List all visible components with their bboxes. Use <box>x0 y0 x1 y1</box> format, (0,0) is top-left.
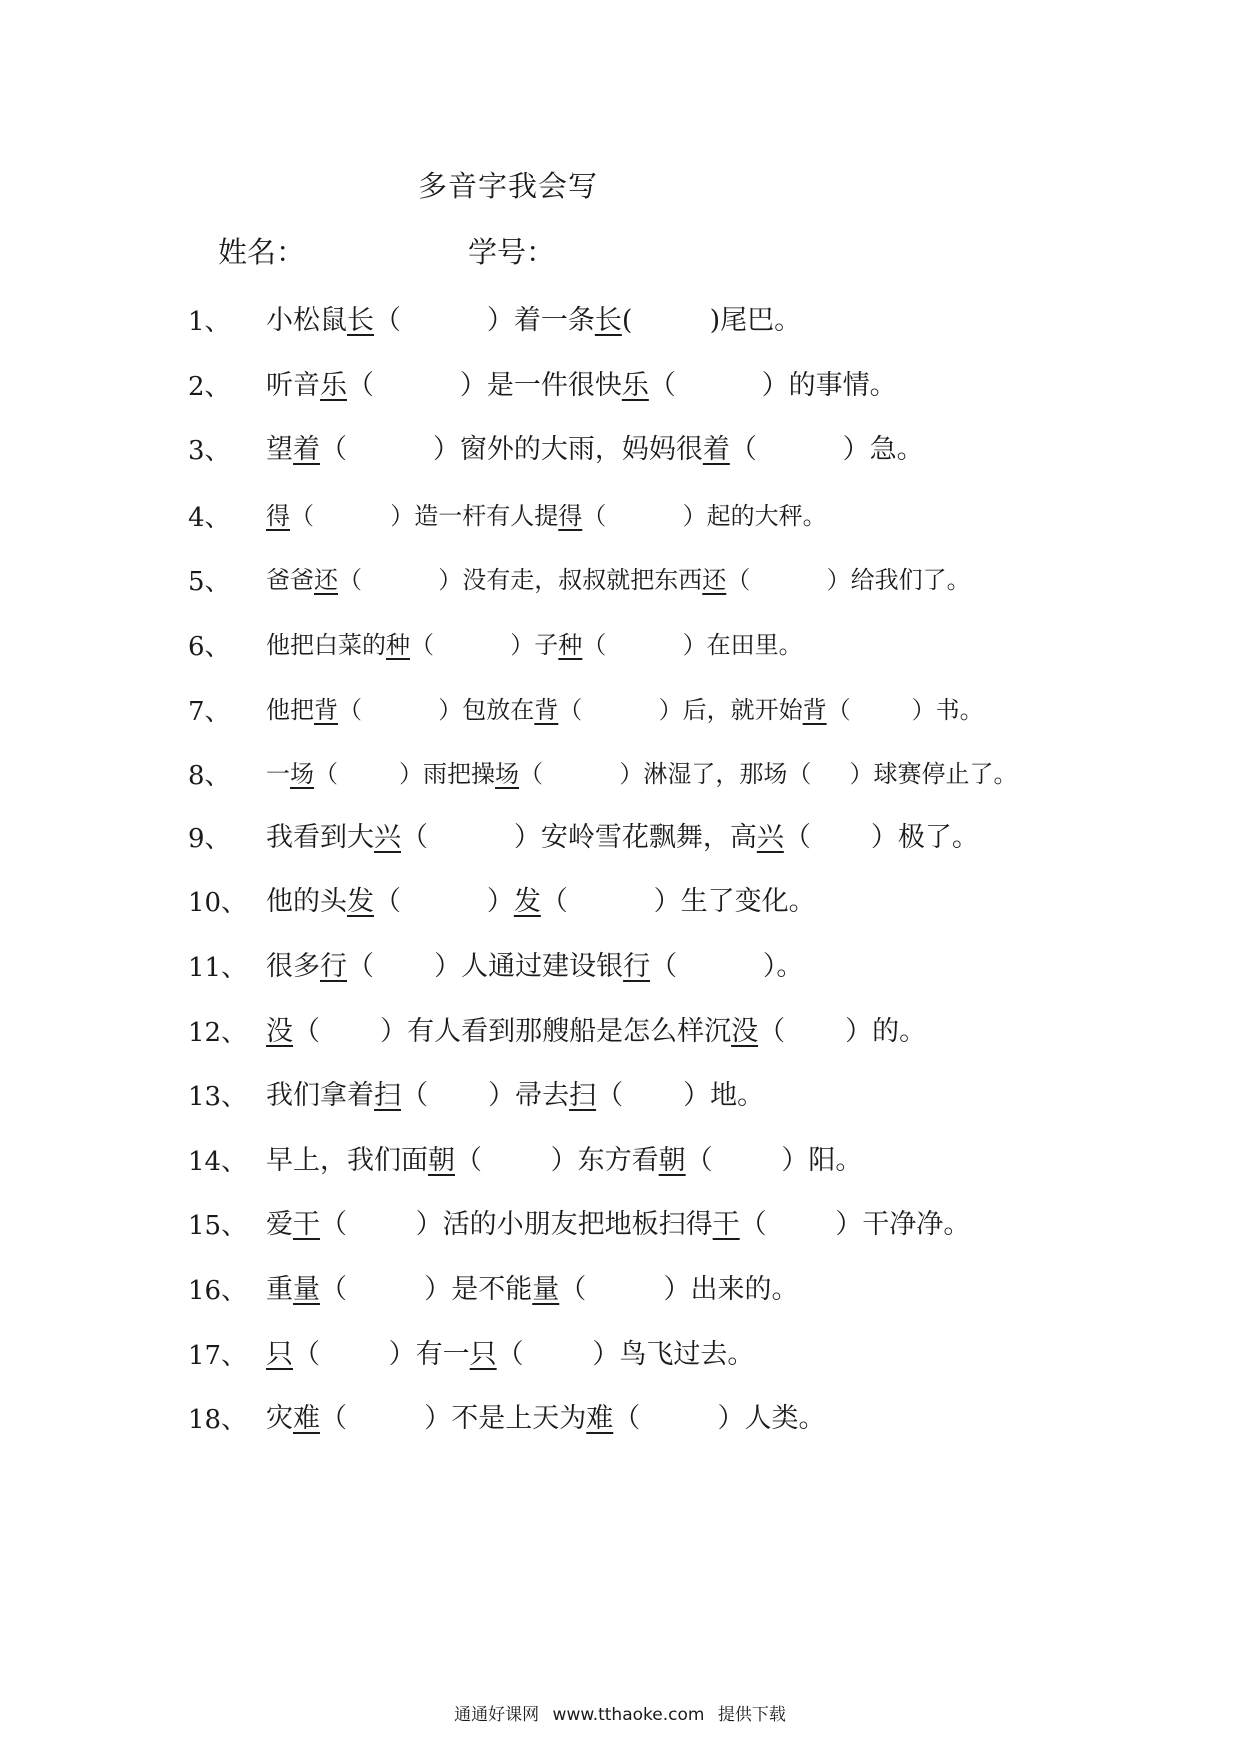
exercise-number: 4、 <box>188 503 231 533</box>
sentence-text: 不是上天为 <box>451 1403 587 1434</box>
sentence-text: 一 <box>266 760 290 788</box>
sentence-text: 人类。 <box>744 1403 826 1434</box>
sentence-text: 窗外的大雨，妈妈很 <box>459 434 703 465</box>
polyphonic-character: 量 <box>293 1274 320 1305</box>
answer-blank: （ ） <box>320 434 460 465</box>
sentence-text: 极了。 <box>897 822 979 853</box>
exercise-row <box>0 879 1240 923</box>
polyphonic-character: 扫 <box>569 1080 597 1111</box>
exercise-row <box>0 686 1240 730</box>
sentence-text: 人通过建设银 <box>461 951 624 982</box>
exercise-sentence <box>266 1202 970 1241</box>
answer-blank: （ ） <box>540 886 681 917</box>
sentence-text: 。 <box>776 951 804 982</box>
answer-blank: （ ） <box>596 1080 711 1111</box>
polyphonic-character: 着 <box>702 434 730 465</box>
exercise-sentence <box>266 1332 754 1371</box>
exercise-sentence <box>266 560 971 595</box>
polyphonic-character: 扫 <box>374 1080 401 1111</box>
polyphonic-character: 难 <box>293 1403 320 1434</box>
answer-blank: （ ） <box>558 696 683 724</box>
exercise-number: 2、 <box>188 372 231 402</box>
sentence-text: 阳。 <box>808 1145 863 1176</box>
sentence-text: 淋湿了，那场 <box>643 760 788 788</box>
sentence-text: 在田里。 <box>706 631 803 659</box>
answer-blank: （ ） <box>338 696 463 724</box>
exercise-row <box>0 1267 1240 1311</box>
exercise-number: 15、 <box>188 1211 248 1241</box>
sentence-text: 急。 <box>869 434 924 465</box>
sentence-text: 帚去 <box>515 1080 570 1111</box>
sentence-text: 重 <box>266 1274 293 1305</box>
polyphonic-character: 背 <box>534 696 559 724</box>
sentence-text: 有人看到那艘船是怎么样沉 <box>407 1016 732 1047</box>
exercise-sentence <box>266 1396 826 1435</box>
polyphonic-character: 只 <box>266 1339 293 1370</box>
answer-blank: （ ） <box>826 696 936 724</box>
exercise-row <box>0 1138 1240 1182</box>
exercise-number: 18、 <box>188 1405 248 1435</box>
polyphonic-character: 得 <box>558 502 583 530</box>
answer-blank: （ ） <box>410 631 535 659</box>
polyphonic-character: 种 <box>558 631 583 659</box>
answer-blank: （ ） <box>320 1403 452 1434</box>
exercise-sentence <box>266 1009 926 1048</box>
exercise-number: 5、 <box>188 567 231 597</box>
footer-url: www.tthaoke.com <box>552 1705 705 1725</box>
polyphonic-character: 乐 <box>621 370 649 401</box>
exercise-row <box>0 944 1240 988</box>
polyphonic-character: 没 <box>266 1016 293 1047</box>
exercise-row <box>0 492 1240 536</box>
polyphonic-character: 还 <box>702 566 727 594</box>
footer-site-name: 通通好课网 <box>454 1705 540 1725</box>
sentence-text: 听音 <box>266 370 320 401</box>
answer-blank: （ ） <box>559 1274 691 1305</box>
polyphonic-character: 行 <box>320 951 347 982</box>
sentence-text: 后，就开始 <box>682 696 803 724</box>
exercise-sentence <box>266 427 924 466</box>
polyphonic-character: 量 <box>532 1274 560 1305</box>
exercise-number: 13、 <box>188 1082 248 1112</box>
sentence-text: 雨把操 <box>423 760 496 788</box>
polyphonic-character: 着 <box>293 434 320 465</box>
answer-blank: （ ） <box>347 370 487 401</box>
sentence-text: 他把白菜的 <box>266 631 386 659</box>
polyphonic-character: 兴 <box>756 822 784 853</box>
answer-blank: （ ） <box>320 1209 443 1240</box>
sentence-text: 着一条 <box>513 305 595 336</box>
polyphonic-character: 种 <box>386 631 410 659</box>
exercise-sentence <box>266 363 897 402</box>
answer-blank: （ ） <box>739 1209 863 1240</box>
polyphonic-character: 发 <box>347 886 374 917</box>
sentence-text: 灾 <box>266 1403 293 1434</box>
name-label: 姓名： <box>218 235 306 269</box>
sentence-text: 鸟飞过去。 <box>619 1339 755 1370</box>
exercise-sentence <box>266 298 801 337</box>
exercise-sentence <box>266 690 984 725</box>
exercise-number: 16、 <box>188 1276 248 1306</box>
exercise-sentence <box>266 944 803 983</box>
exercise-sentence <box>266 1073 764 1112</box>
sentence-text: 地。 <box>710 1080 765 1111</box>
sentence-text: 东方看 <box>577 1145 659 1176</box>
exercise-number: 3、 <box>188 436 231 466</box>
sentence-text: 是一件很快 <box>486 370 622 401</box>
exercise-number: 12、 <box>188 1018 248 1048</box>
answer-blank: （ ） <box>374 886 514 917</box>
exercise-sentence <box>266 625 803 660</box>
sentence-text: 起的大秤。 <box>706 502 827 530</box>
exercise-row <box>0 815 1240 859</box>
polyphonic-character: 得 <box>266 502 290 530</box>
sentence-text: 早上，我们面 <box>266 1145 428 1176</box>
exercise-row <box>0 556 1240 600</box>
exercise-number: 10、 <box>188 888 248 918</box>
answer-blank: （ ） <box>374 305 514 336</box>
student-id-label: 学号： <box>468 235 556 269</box>
exercise-number: 14、 <box>188 1147 248 1177</box>
answer-blank: （ ） <box>290 502 415 530</box>
polyphonic-character: 场 <box>290 760 314 788</box>
exercise-row <box>0 750 1240 794</box>
exercise-row <box>0 1332 1240 1376</box>
page-title: 多音字我会写 <box>418 169 599 203</box>
answer-blank: （ ） <box>758 1016 873 1047</box>
polyphonic-character: 行 <box>623 951 651 982</box>
answer-blank: （ ） <box>582 502 707 530</box>
polyphonic-character: 朝 <box>428 1145 455 1176</box>
exercise-row <box>0 363 1240 407</box>
polyphonic-character: 背 <box>314 696 338 724</box>
exercise-sentence <box>266 879 816 918</box>
answer-blank: ( ) <box>621 305 721 336</box>
exercise-sentence <box>266 496 827 531</box>
answer-blank: （ ） <box>729 434 870 465</box>
sentence-text: 出来的。 <box>690 1274 799 1305</box>
sentence-text: 生了变化。 <box>680 886 816 917</box>
polyphonic-character: 干 <box>293 1209 320 1240</box>
exercise-number: 9、 <box>188 824 231 854</box>
answer-blank: （ ） <box>320 1274 452 1305</box>
sentence-text: 小松鼠 <box>266 305 347 336</box>
sentence-text: 有一 <box>415 1339 470 1370</box>
sentence-text: 子 <box>534 631 559 659</box>
polyphonic-character: 干 <box>712 1209 740 1240</box>
answer-blank: （ ） <box>293 1339 416 1370</box>
footer <box>0 1700 1240 1725</box>
sentence-text: 望 <box>266 434 293 465</box>
polyphonic-character: 场 <box>495 760 520 788</box>
answer-blank: （ ） <box>650 951 777 982</box>
sentence-text: 他把 <box>266 696 314 724</box>
sentence-text: 球赛停止了。 <box>873 760 1018 788</box>
answer-blank: （ ） <box>648 370 789 401</box>
exercise-row <box>0 427 1240 471</box>
answer-blank: （ ） <box>519 760 644 788</box>
sentence-text: 造一杆有人提 <box>414 502 559 530</box>
sentence-text: 我看到大 <box>266 822 374 853</box>
exercise-sentence <box>266 1138 862 1177</box>
exercise-row <box>0 1009 1240 1053</box>
answer-blank: （ ） <box>401 1080 516 1111</box>
exercise-number: 11、 <box>188 953 248 983</box>
answer-blank: （ ） <box>455 1145 578 1176</box>
exercise-row <box>0 298 1240 342</box>
sentence-text: 爸爸 <box>266 566 314 594</box>
sentence-text: 包放在 <box>462 696 535 724</box>
polyphonic-character: 还 <box>314 566 338 594</box>
sentence-text: 安岭雪花飘舞，高 <box>540 822 757 853</box>
exercise-number: 8、 <box>188 761 231 791</box>
polyphonic-character: 发 <box>513 886 541 917</box>
answer-blank: （ ） <box>613 1403 745 1434</box>
sentence-text: 很多 <box>266 951 320 982</box>
answer-blank: （ ） <box>401 822 541 853</box>
exercise-row <box>0 621 1240 665</box>
sentence-text: 尾巴。 <box>720 305 802 336</box>
polyphonic-character: 长 <box>594 305 622 336</box>
sentence-text: 他的头 <box>266 886 347 917</box>
sentence-text: 爱 <box>266 1209 293 1240</box>
exercise-number: 17、 <box>188 1341 248 1371</box>
polyphonic-character: 兴 <box>374 822 401 853</box>
answer-blank: （ ） <box>293 1016 408 1047</box>
polyphonic-character: 背 <box>802 696 827 724</box>
exercise-number: 7、 <box>188 697 231 727</box>
polyphonic-character: 难 <box>586 1403 614 1434</box>
polyphonic-character: 乐 <box>320 370 347 401</box>
answer-blank: （ ） <box>338 566 463 594</box>
sentence-text: 书。 <box>935 696 984 724</box>
sentence-text: 活的小朋友把地板扫得 <box>442 1209 713 1240</box>
sentence-text: 给我们了。 <box>850 566 971 594</box>
polyphonic-character: 只 <box>469 1339 497 1370</box>
sentence-text: 的。 <box>872 1016 927 1047</box>
sentence-text: 我们拿着 <box>266 1080 374 1111</box>
exercise-number: 6、 <box>188 632 231 662</box>
sentence-text: 是不能 <box>451 1274 533 1305</box>
exercise-sentence <box>266 815 979 854</box>
sentence-text: 没有走，叔叔就把东西 <box>462 566 703 594</box>
polyphonic-character: 没 <box>731 1016 759 1047</box>
answer-blank: （ ） <box>783 822 898 853</box>
polyphonic-character: 长 <box>347 305 374 336</box>
exercise-row <box>0 1202 1240 1246</box>
answer-blank: （ ） <box>787 760 874 788</box>
polyphonic-character: 朝 <box>658 1145 686 1176</box>
answer-blank: （ ） <box>685 1145 809 1176</box>
sentence-text: 的事情。 <box>788 370 897 401</box>
exercise-sentence <box>266 1267 799 1306</box>
answer-blank: （ ） <box>496 1339 620 1370</box>
exercise-number: 1、 <box>188 307 231 337</box>
exercise-row <box>0 1396 1240 1440</box>
sentence-text: 干净净。 <box>862 1209 971 1240</box>
answer-blank: （ ） <box>314 760 424 788</box>
answer-blank: （ ） <box>582 631 707 659</box>
answer-blank: （ ） <box>726 566 851 594</box>
exercise-row <box>0 1073 1240 1117</box>
exercise-sentence <box>266 754 1017 789</box>
answer-blank: （ ） <box>347 951 462 982</box>
footer-action: 提供下载 <box>717 1705 786 1725</box>
